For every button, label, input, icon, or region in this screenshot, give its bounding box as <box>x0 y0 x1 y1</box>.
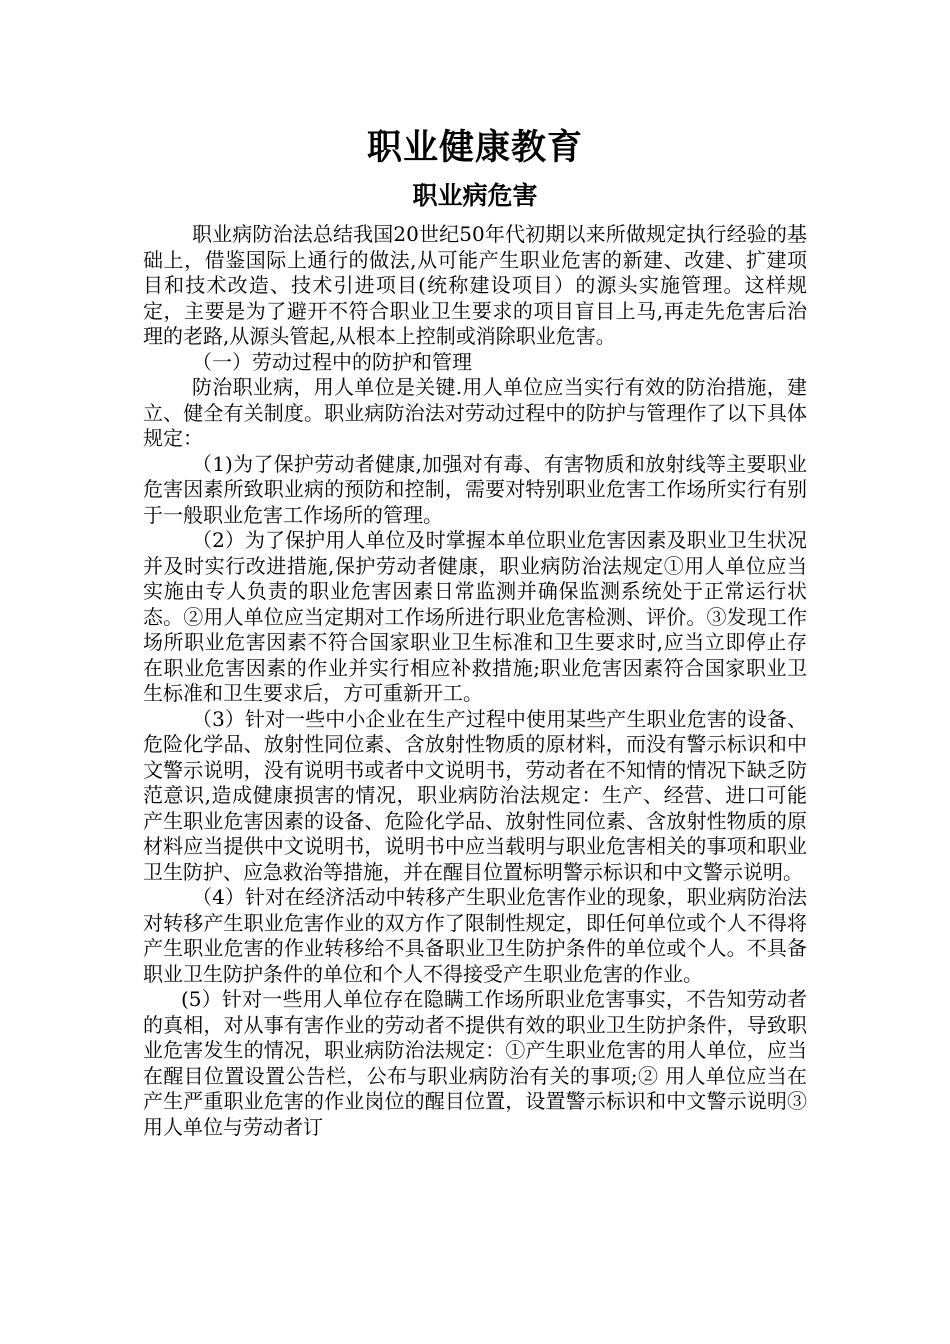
document-page <box>143 122 807 1140</box>
list-item-1: （1)为了保护劳动者健康,加强对有毒、有害物质和放射线等主要职业危害因素所致职业病的预防和控制，需要对特别职业危害工作场所实行有别于一般职业危害工作场所的管理。 <box>143 451 807 527</box>
intro-paragraph: 职业病防治法总结我国20世纪50年代初期以来所做规定执行经验的基础上，借鉴国际上通行的做法,从可能产生职业危害的新建、改建、扩建项目和技术改造、技术引进项目(统称建设项目）的源头实施管理。这样规定，主要是为了避开不符合职业卫生要求的项目盲目上马,再走先危害后治理的老路,从源头管起,从根本上控制或消除职业危害。 <box>143 222 807 348</box>
list-item-3: （3）针对一些中小企业在生产过程中使用某些产生职业危害的设备、危险化学品、放射性同位素、含放射性物质的原材料，而没有警示标识和中文警示说明，没有说明书或者中文说明书，劳动者在不知情的情况下缺乏防范意识,造成健康损害的情况，职业病防治法规定：生产、经营、进口可能产生职业危害因素的设备、危险化学品、放射性同位素、含放射性物质的原材料应当提供中文说明书，说明书中应当载明与职业危害相关的事项和职业卫生防护、应急救治等措施，并在醒目位置标明警示标识和中文警示说明。 <box>143 706 807 884</box>
list-item-5: (5）针对一些用人单位存在隐瞒工作场所职业危害事实，不告知劳动者的真相，对从事有害作业的劳动者不提供有效的职业卫生防护条件，导致职业危害发生的情况，职业病防治法规定：①产生职业危害的用人单位，应当在醒目位置设置公告栏，公布与职业病防治有关的事项;② 用人单位应当在产生严重职业危害的作业岗位的醒目位置，设置警示标识和中文警示说明③用人单位与劳动者订 <box>143 987 807 1139</box>
section-heading: （一）劳动过程中的防护和管理 <box>192 349 472 374</box>
body-paragraph: 防治职业病，用人单位是关键.用人单位应当实行有效的防治措施，建立、健全有关制度。职业病防治法对劳动过程中的防护与管理作了以下具体规定： <box>143 375 807 450</box>
list-item-4: （4）针对在经济活动中转移产生职业危害作业的现象，职业病防治法对转移产生职业危害作业的双方作了限制性规定，即任何单位或个人不得将产生职业危害的作业转移给不具备职业卫生防护条件的单位或个人。不具备职业卫生防护条件的单位和个人不得接受产生职业危害的作业。 <box>143 885 807 986</box>
document-subtitle: 职业病危害 <box>412 181 538 210</box>
document-title: 职业健康教育 <box>366 128 583 168</box>
list-item-2: （2）为了保护用人单位及时掌握本单位职业危害因素及职业卫生状况并及时实行改进措施,保护劳动者健康，职业病防治法规定①用人单位应当实施由专人负责的职业危害因素日常监测并确保监测系统处于正常运行状态。②用人单位应当定期对工作场所进行职业危害检测、评价。③发现工作场所职业危害因素不符合国家职业卫生标准和卫生要求时,应当立即停止存在职业危害因素的作业并实行相应补救措施;职业危害因素符合国家职业卫生标准和卫生要求后，方可重新开工。 <box>143 528 807 705</box>
